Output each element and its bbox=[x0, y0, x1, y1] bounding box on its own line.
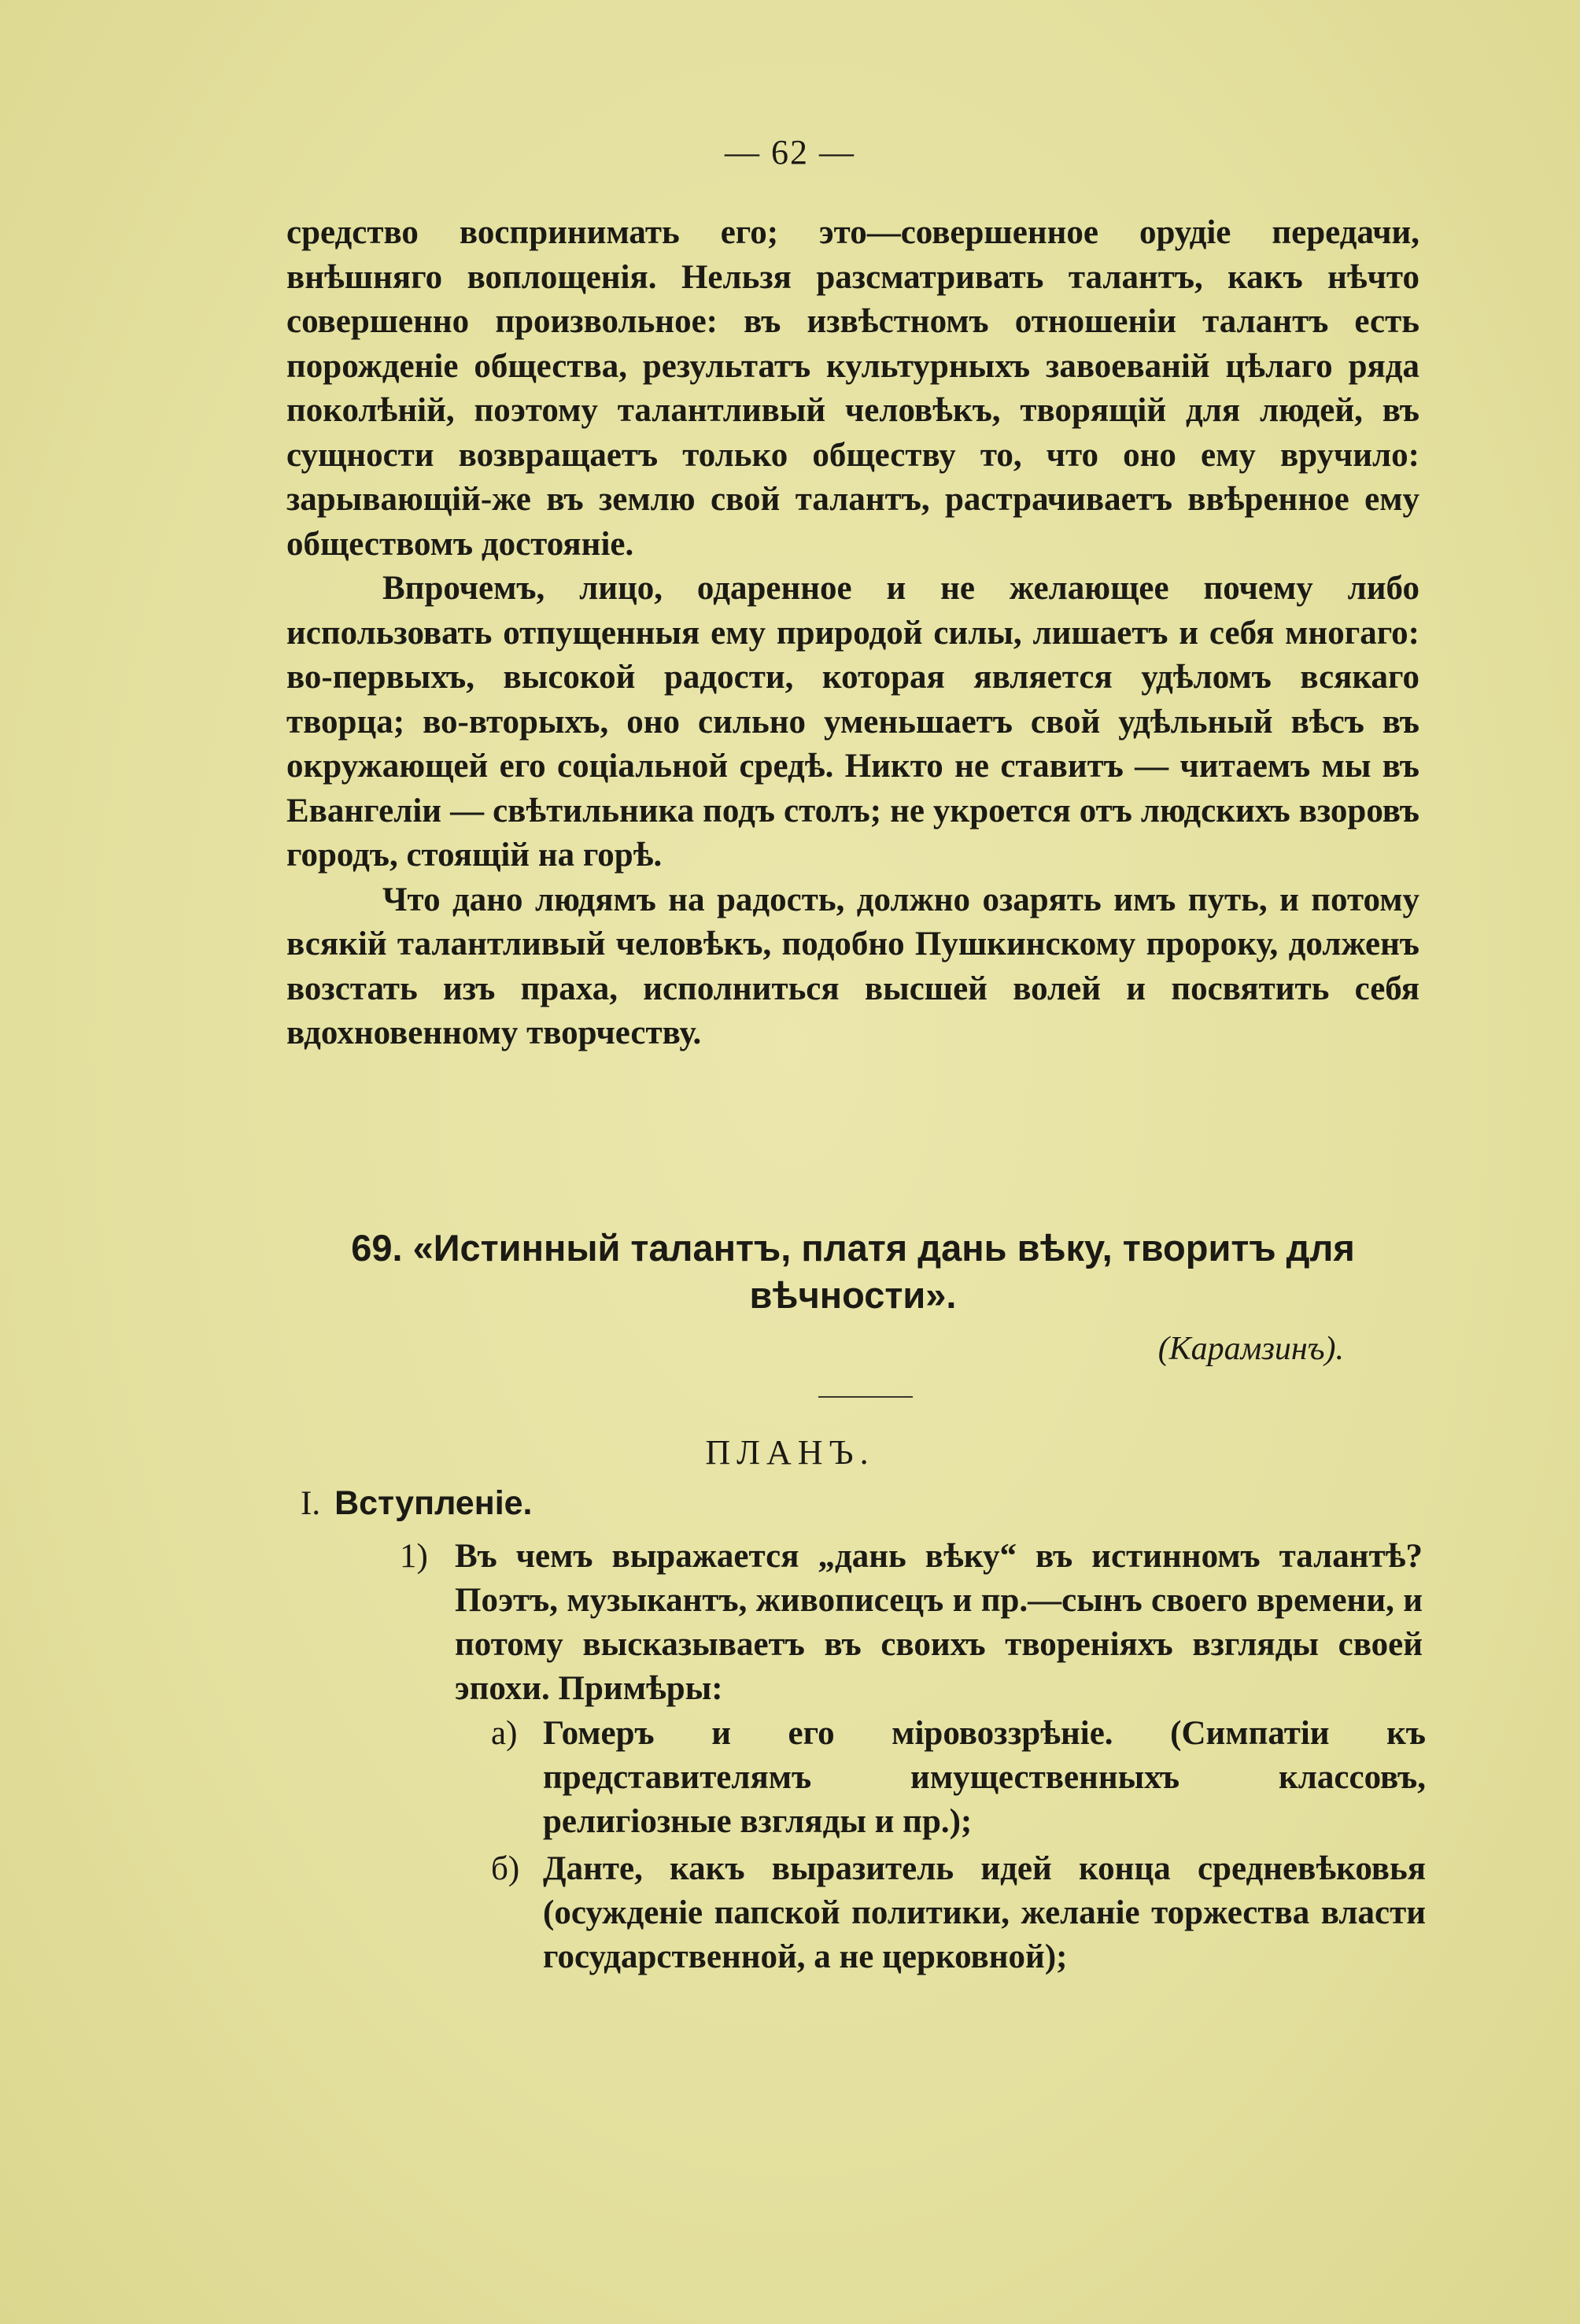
plan-item-number: 1) bbox=[400, 1538, 428, 1575]
body-text bbox=[286, 211, 1419, 1056]
plan-item-text: Въ чемъ выражается „дань вѣку“ въ истинномъ талантѣ? Поэтъ, музыкантъ, живописецъ и пр.—сынъ своего времени, и потому высказываетъ въ своихъ твореніяхъ взгляды своей эпохи. Примѣры: bbox=[455, 1538, 1423, 1707]
page-number: — 62 — bbox=[725, 133, 855, 172]
plan-item bbox=[400, 1535, 1423, 1711]
subitem-text: Данте, какъ выразитель идей конца средневѣковья (осужденіе папской политики, желаніе торжества власти государственной, а не церковной); bbox=[543, 1850, 1426, 1975]
plan-subitem bbox=[491, 1847, 1426, 1979]
section-author: (Карамзинъ). bbox=[1157, 1331, 1344, 1367]
section-number: 69. bbox=[351, 1227, 403, 1269]
plan-intro-heading bbox=[301, 1484, 533, 1523]
paragraph: Что дано людямъ на радость, должно озарять имъ путь, и потому всякій талантливый человѣкъ, подобно Пушкинскому пророку, долженъ возстать изъ праха, исполниться высшей волей и посвятить себя вдохновенному творчеству. bbox=[286, 881, 1419, 1051]
divider bbox=[818, 1396, 913, 1398]
subitem-letter: б) bbox=[491, 1850, 520, 1887]
paragraph: Впрочемъ, лицо, одаренное и не желающее почему либо использовать отпущенныя ему природой силы, лишаетъ и себя многаго: во-первыхъ, высокой радости, которая является удѣломъ всякаго творца; во-вторыхъ, оно сильно уменьшаетъ свой удѣльный вѣсъ въ окружающей его соціальной средѣ. Никто не ставитъ — читаемъ мы въ Евангеліи — свѣтильника подъ столъ; не укроется отъ людскихъ взоровъ городъ, стоящій на горѣ. bbox=[286, 570, 1419, 874]
paragraph: средство воспринимать его; это—совершенное орудіе передачи, внѣшняго воплощенія. Нельзя разсматривать талантъ, какъ нѣчто совершенно произвольное: въ извѣстномъ отношеніи талантъ есть порожденіе общества, результатъ культурныхъ завоеваній цѣлаго ряда поколѣній, поэтому талантливый человѣкъ, творящій для людей, въ сущности возвращаетъ только обществу то, что оно ему вручило: зарывающій-же въ землю свой талантъ, растрачиваетъ ввѣренное ему обществомъ достояніе. bbox=[286, 214, 1419, 563]
section-heading bbox=[286, 1225, 1419, 1319]
plan-subitems bbox=[491, 1712, 1426, 1982]
intro-label: Вступленіе. bbox=[334, 1484, 533, 1522]
section-title: «Истинный талантъ, платя дань вѣку, творитъ для вѣчности». bbox=[412, 1227, 1355, 1316]
subitem-letter: а) bbox=[491, 1715, 518, 1752]
intro-numeral: I. bbox=[301, 1485, 321, 1522]
plan-subitem bbox=[491, 1712, 1426, 1844]
subitem-text: Гомеръ и его міровоззрѣніе. (Симпатіи къ представителямъ имущественныхъ классовъ, религіозные взгляды и пр.); bbox=[543, 1715, 1426, 1840]
plan-title: ПЛАНЪ. bbox=[705, 1433, 875, 1472]
